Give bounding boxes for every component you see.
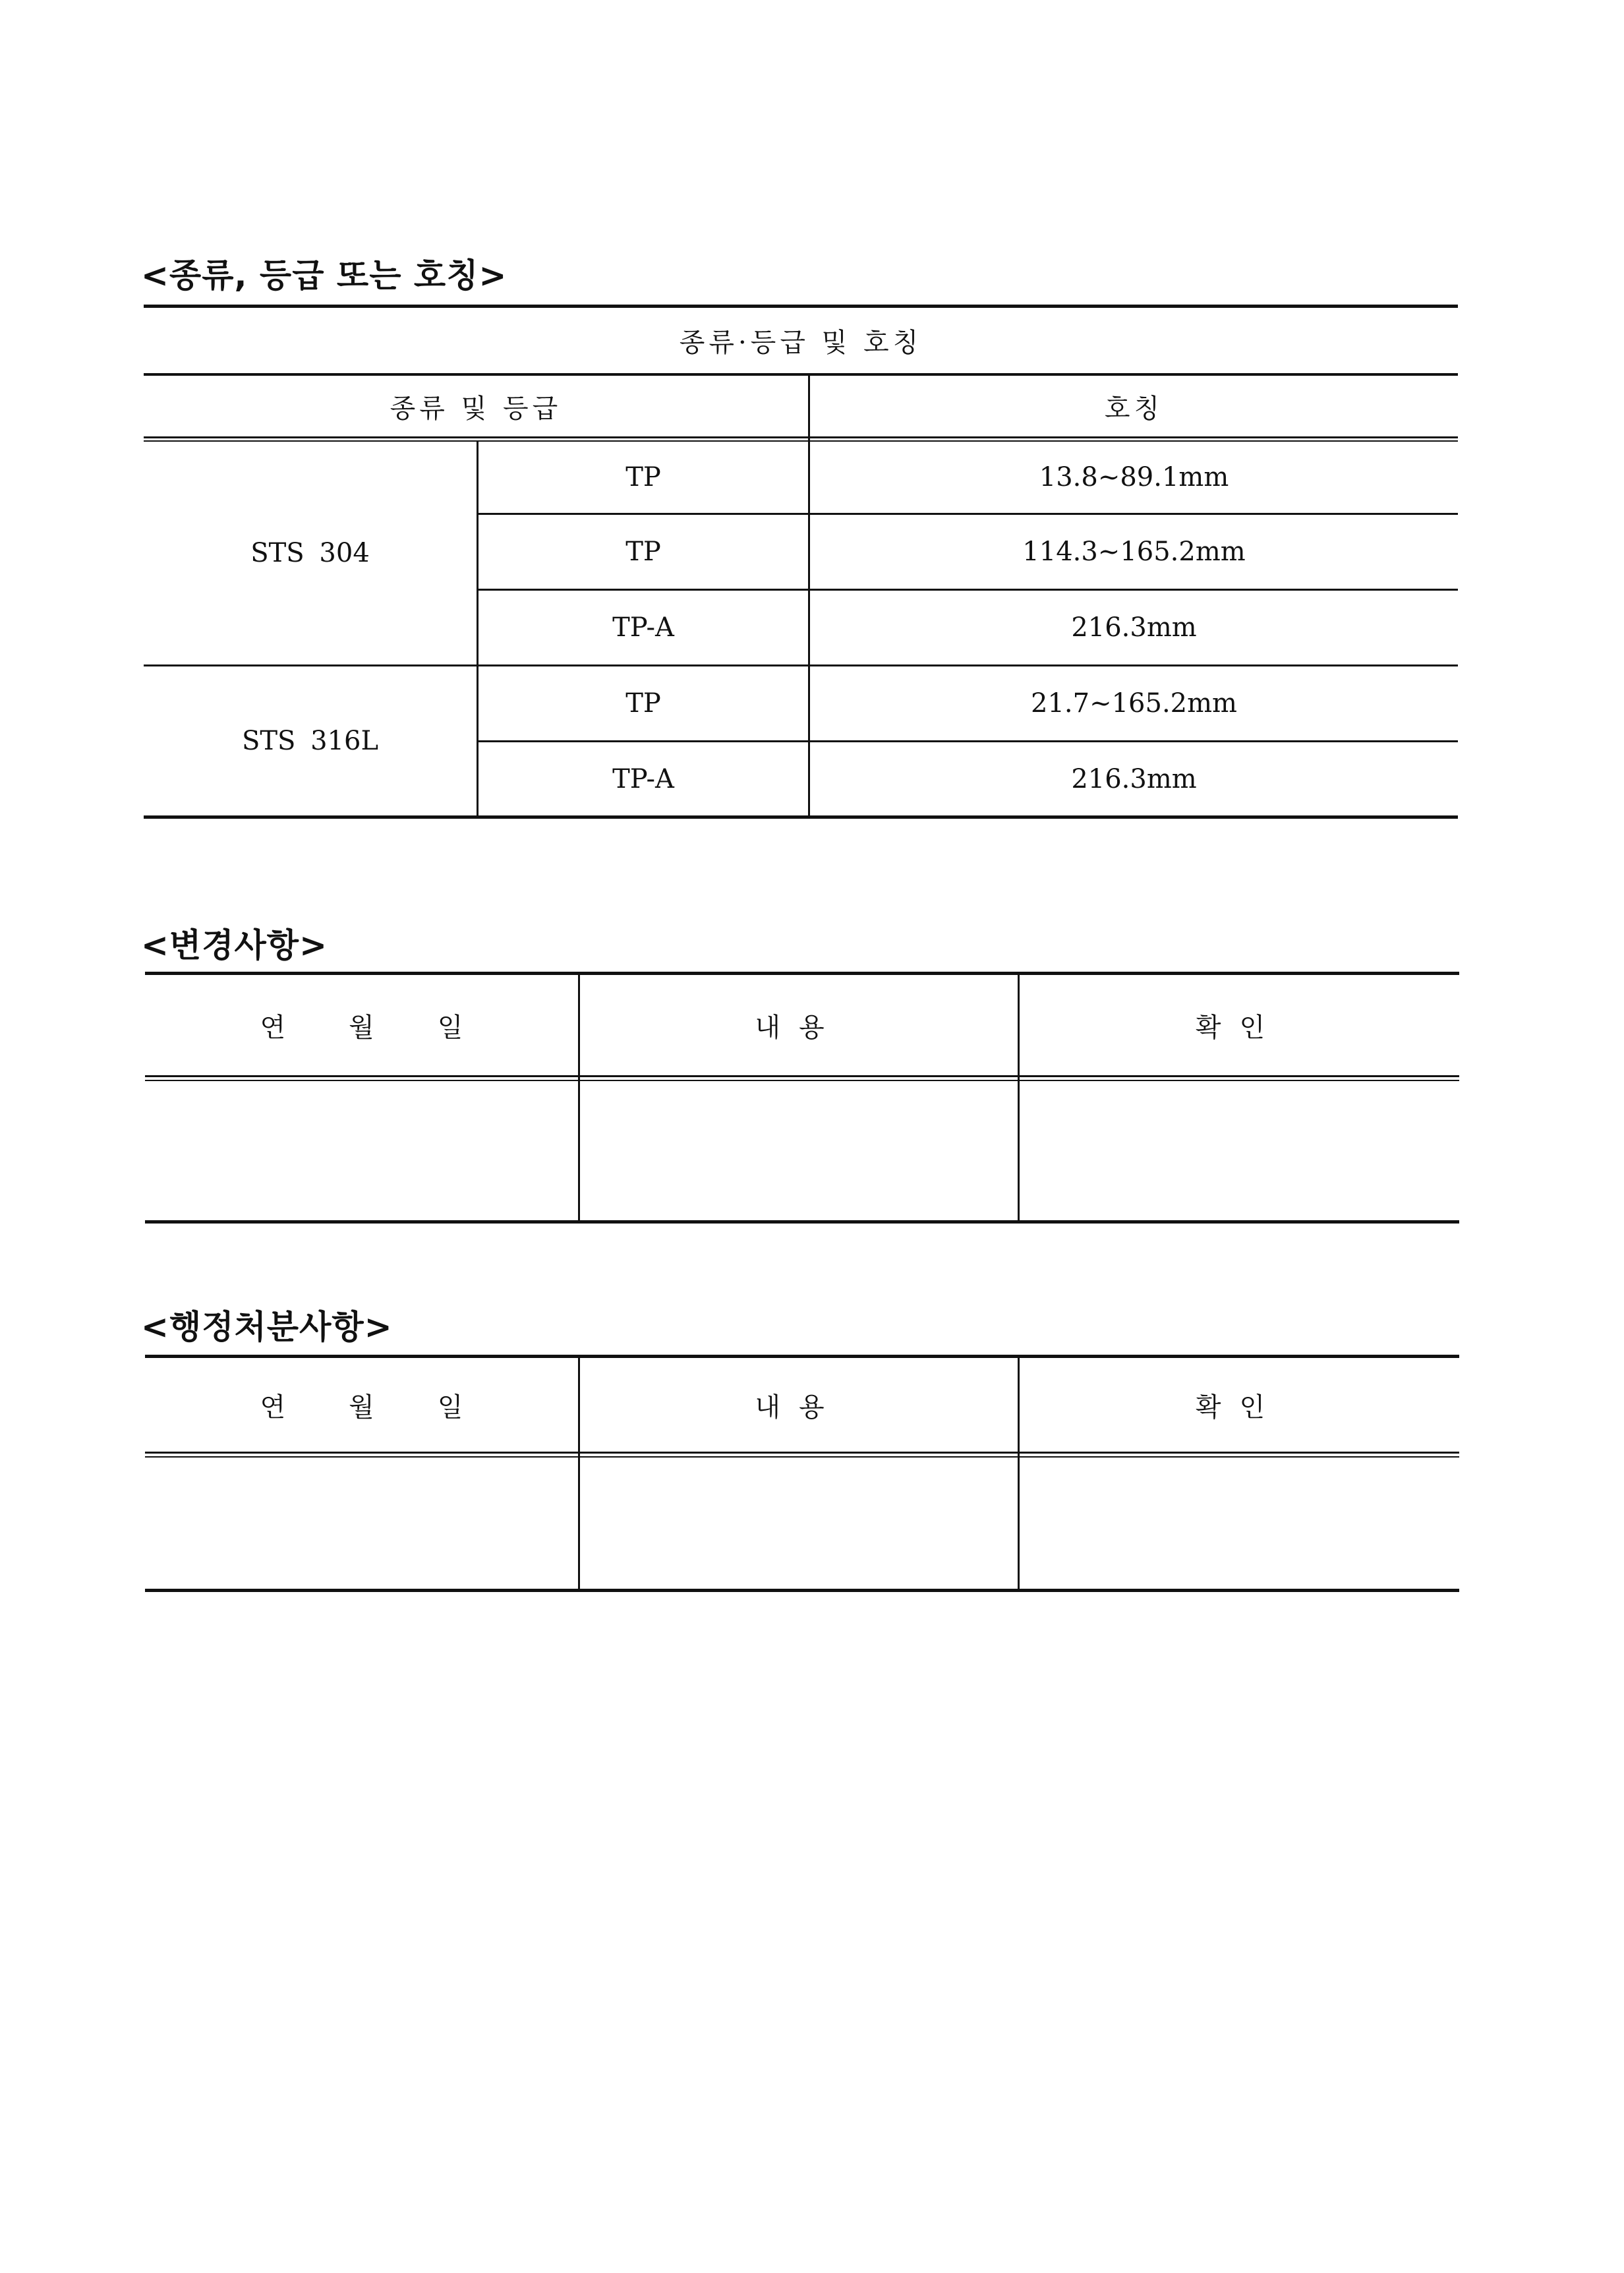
- grade-cell: STS 316L: [241, 726, 379, 756]
- table-rule: [145, 1220, 1459, 1224]
- size-cell: 114.3~165.2mm: [1022, 537, 1246, 567]
- column-header-confirm: 확인: [1195, 1012, 1284, 1043]
- column-header-date: 연월일: [260, 1392, 527, 1423]
- table-rule: [145, 1452, 1459, 1454]
- column-header-date: 연월일: [260, 1012, 527, 1043]
- grade-cell: STS 304: [250, 538, 370, 568]
- size-cell: 13.8~89.1mm: [1039, 462, 1229, 492]
- size-cell: 21.7~165.2mm: [1031, 688, 1237, 719]
- table-rule: [144, 436, 1458, 438]
- column-header-nominal: 호칭: [1104, 393, 1164, 424]
- table-rule: [145, 1456, 1459, 1458]
- section-title-changes: <변경사항>: [141, 926, 328, 964]
- section-title-admin-actions: <행정처분사항>: [141, 1308, 393, 1346]
- size-cell: 216.3mm: [1071, 612, 1197, 643]
- table-rule: [145, 1080, 1459, 1081]
- type-cell: TP-A: [612, 612, 674, 643]
- column-header-confirm: 확인: [1195, 1392, 1284, 1423]
- type-cell: TP: [625, 462, 661, 492]
- table-rule: [144, 815, 1458, 819]
- table-title: 종류·등급 및 호칭: [679, 328, 923, 358]
- column-header-grade: 종류 및 등급: [390, 393, 562, 424]
- section-title-types: <종류, 등급 또는 호칭>: [141, 256, 508, 295]
- column-header-content: 내용: [755, 1392, 843, 1423]
- type-cell: TP: [625, 537, 661, 567]
- type-cell: TP-A: [612, 763, 674, 794]
- column-header-content: 내용: [755, 1012, 843, 1043]
- table-rule: [145, 1589, 1459, 1592]
- type-cell: TP: [625, 688, 661, 719]
- table-rule: [145, 1075, 1459, 1077]
- size-cell: 216.3mm: [1071, 763, 1197, 794]
